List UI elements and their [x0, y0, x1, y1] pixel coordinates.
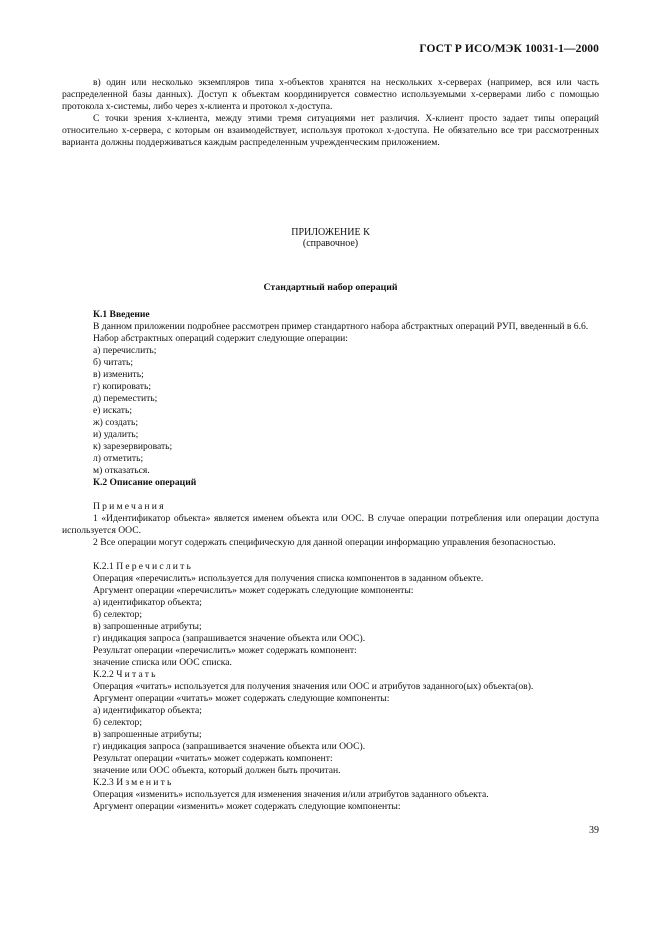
section-k23-paragraph-1: Операция «изменить» используется для изменения значения и/или атрибутов заданного объекта.: [93, 789, 489, 800]
section-k21-paragraph-1: Операция «перечислить» используется для получения списка компонентов в заданном объекте.: [93, 573, 484, 584]
section-k21-paragraph-4: значение списка или ООС списка.: [93, 657, 232, 668]
section-k21-name: Перечислить: [116, 561, 194, 572]
arg-list-item: а) идентификатор объекта;: [93, 597, 202, 608]
op-list-item: г) копировать;: [93, 381, 152, 392]
arg-list-item: в) запрошенные атрибуты;: [93, 621, 202, 632]
section-k21: [62, 561, 599, 669]
notes-label: Примечания: [93, 501, 166, 512]
section-k23-number: К.2.3: [93, 777, 114, 788]
arg-list-item: б) селектор;: [93, 717, 143, 728]
note-2: 2 Все операции могут содержать специфическую для данной операции информацию управления безопасностью.: [93, 537, 556, 548]
op-list-item: а) перечислить;: [93, 345, 157, 356]
section-k1: [62, 309, 599, 489]
section-k22-paragraph-4: значение или ООС объекта, который должен быть прочитан.: [93, 765, 341, 776]
arg-list-item: г) индикация запроса (запрашивается значение объекта или ООС).: [93, 741, 366, 752]
annex-heading: Стандартный набор операций: [263, 282, 398, 293]
section-k21-number: К.2.1: [93, 561, 114, 572]
op-list-item: к) зарезервировать;: [93, 441, 173, 452]
note-1: 1 «Идентификатор объекта» является именем объекта или ООС. В случае операции потребления или операции доступа используется ООС.: [62, 513, 599, 536]
section-k22-name: Читать: [116, 669, 158, 680]
op-list-item: ж) создать;: [93, 417, 139, 428]
op-list-item: д) переместить;: [93, 393, 158, 404]
section-k22-paragraph-3: Результат операции «читать» может содержать компонент:: [93, 753, 333, 764]
op-list-item: в) изменить;: [93, 369, 144, 380]
section-k2-title: К.2 Описание операций: [93, 477, 197, 488]
section-k22-paragraph-2: Аргумент операции «читать» может содержать следующие компоненты:: [93, 693, 390, 704]
section-k1-paragraph-2: Набор абстрактных операций содержит следующие операции:: [93, 333, 348, 344]
op-list-item: м) отказаться.: [93, 465, 150, 476]
section-k23-name: Изменить: [116, 777, 174, 788]
section-k22: [62, 669, 599, 813]
annex-subtitle: (справочное): [302, 238, 359, 249]
section-k2-notes: [62, 501, 599, 549]
section-k22-paragraph-1: Операция «читать» используется для получения значения или ООС и атрибутов заданного(ых) объекта(ов).: [93, 681, 534, 692]
document-header: ГОСТ Р ИСО/МЭК 10031-1—2000: [419, 43, 599, 55]
section-k21-paragraph-2: Аргумент операции «перечислить» может содержать следующие компоненты:: [93, 585, 414, 596]
section-k22-number: К.2.2: [93, 669, 114, 680]
op-list-item: е) искать;: [93, 405, 133, 416]
section-k1-paragraph-1: В данном приложении подробнее рассмотрен пример стандартного набора абстрактных операций РУП, введенный в 6.6.: [93, 321, 589, 332]
intro-paragraph-2: С точки зрения x-клиента, между этими тремя ситуациями нет различия. X-клиент просто задает типы операций относительно x-сервера, с которым он взаимодействует, используя протокол x-доступа. Не обязательно все три рассмотренных варианта должны поддерживаться каждым распределенным учрежденческим приложением.: [62, 113, 599, 148]
arg-list-item: в) запрошенные атрибуты;: [93, 729, 202, 740]
section-k1-title: К.1 Введение: [93, 309, 150, 320]
op-list-item: л) отметить;: [93, 453, 144, 464]
op-list-item: и) удалить;: [93, 429, 139, 440]
section-k23-paragraph-2: Аргумент операции «изменить» может содержать следующие компоненты:: [93, 801, 401, 812]
intro-section: [62, 77, 599, 149]
page-number: 39: [589, 825, 599, 836]
section-k21-paragraph-3: Результат операции «перечислить» может содержать компонент:: [93, 645, 357, 656]
annex-title: ПРИЛОЖЕНИЕ К: [291, 227, 370, 238]
arg-list-item: б) селектор;: [93, 609, 143, 620]
arg-list-item: а) идентификатор объекта;: [93, 705, 202, 716]
intro-paragraph-1: в) один или несколько экземпляров типа x-объектов хранятся на нескольких x-серверах (например, вся или часть распределенной базы данных). Доступ к объектам координируется совместно используемыми x-серверами либо с помощью протокола x-системы, либо через x-клиента и протокол x-доступа.: [62, 77, 599, 112]
op-list-item: б) читать;: [93, 357, 133, 368]
arg-list-item: г) индикация запроса (запрашивается значение объекта или ООС).: [93, 633, 366, 644]
